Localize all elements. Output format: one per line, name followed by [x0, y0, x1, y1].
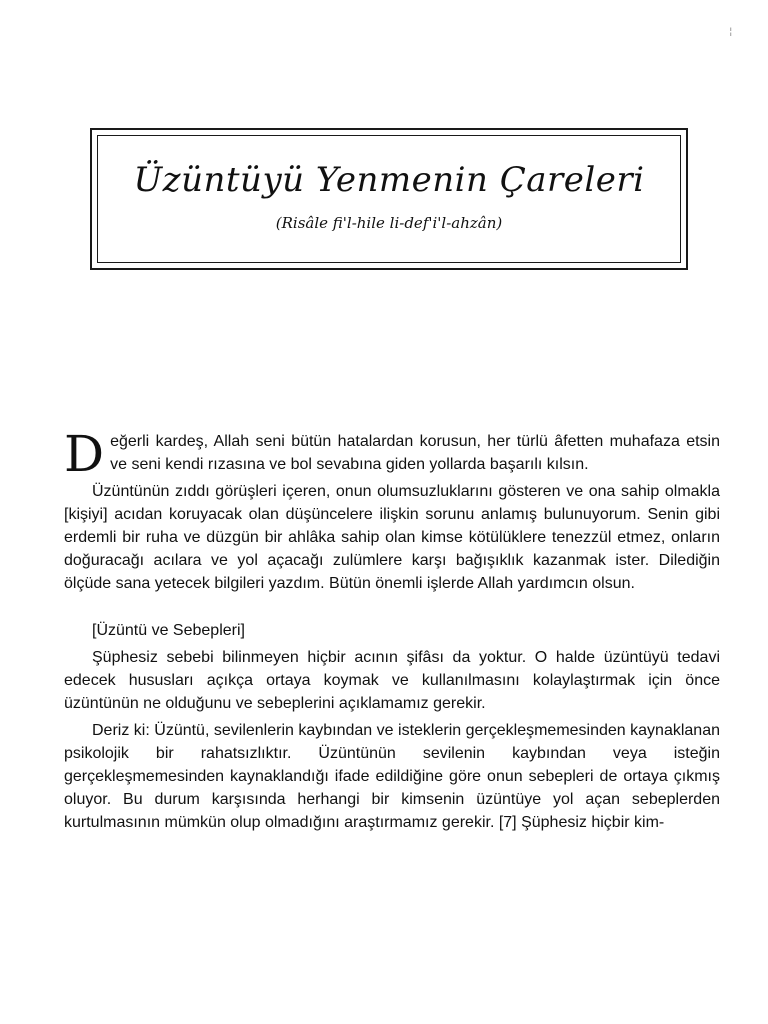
chapter-subtitle: (Risâle fi'l-hile li-def'i'l-ahzân): [275, 214, 503, 232]
drop-cap: D: [64, 425, 105, 483]
chapter-title: Üzüntüyü Yenmenin Çareleri: [133, 160, 645, 200]
page-margin-mark: ¦: [729, 26, 732, 36]
paragraph-1-text: eğerli kardeş, Allah seni bütün hatalardan korusun, her türlü âfetten muhafaza etsin ve seni kendi rızasına ve bol sevabına giden yollarda başarılı kılsın.: [110, 433, 720, 473]
body-text: [64, 425, 720, 834]
paragraph-4: Deriz ki: Üzüntü, sevilenlerin kaybından ve isteklerin gerçekleşmemesinden kaynaklanan psikolojik bir rahatsızlıktır. Üzüntünün sevilenin kaybından veya isteğin gerçekleşmemesinden kaynaklandığı ifade edildiğine göre onun sebepleri de ortaya çıkmış oluyor. Bu durum karşısında herhangi bir kimsenin üzüntüye yol açan sebeplerden kurtulmasının mümkün olup olmadığını araştırmamız gerekir. [7] Şüphesiz hiçbir kim-: [64, 722, 720, 831]
paragraph-2: Üzüntünün zıddı görüşleri içeren, onun olumsuzluklarını gösteren ve ona sahip olmakla [kişiyi] acıdan koruyacak olan düşüncelere ilişkin sorunu anlamış bulunuyorum. Senin gibi erdemli bir ruha ve düzgün bir ahlâka sahip olan kimse kötülüklere tenezzül etmez, onların doğuracağı acılara ve yol açacağı zulümlere karşı bağışıklık kazanmak ister. Dilediğin ölçüde sana yetecek bilgileri yazdım. Bütün önemli işlerde Allah yardımcın olsun.: [64, 483, 720, 592]
paragraph-3: Şüphesiz sebebi bilinmeyen hiçbir acının şifâsı da yoktur. O halde üzüntüyü tedavi edecek hususları açıkça ortaya koymak ve kullanılmasını kolaylaştırmak için önce üzüntünün ne olduğunu ve sebeplerini açıklamamız gerekir.: [64, 649, 720, 712]
section-heading: [Üzüntü ve Sebepleri]: [92, 622, 245, 639]
paragraph-1: [64, 425, 720, 483]
title-frame: [90, 128, 688, 270]
